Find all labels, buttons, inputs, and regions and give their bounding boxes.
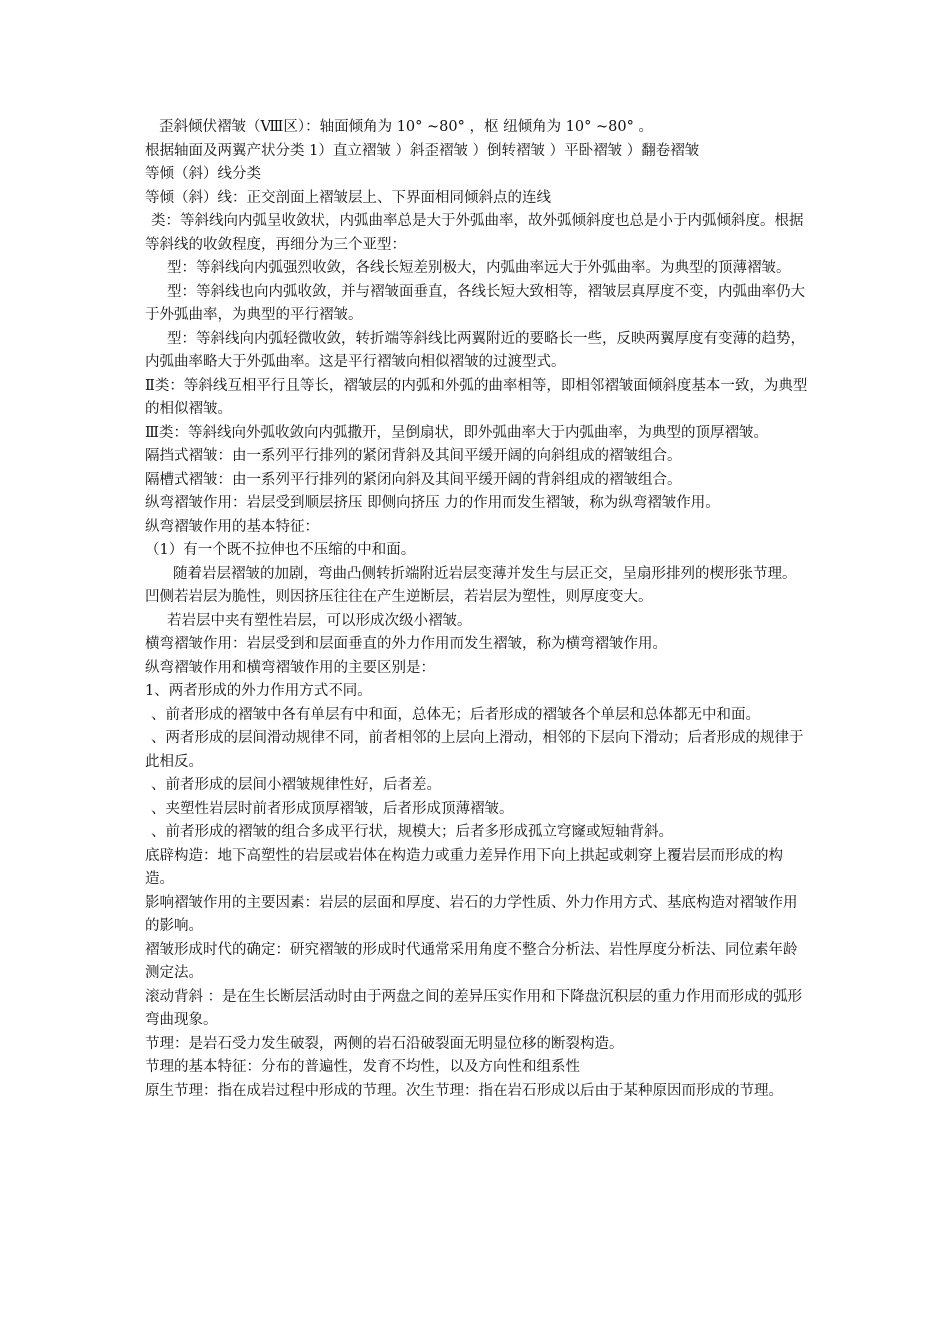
paragraph-diapir: 底辟构造：地下高塑性的岩层或岩体在构造力或重力差异作用下向上拱起或刺穿上覆岩层而形成的构造。: [145, 847, 783, 887]
paragraph-bending: 横弯褶皱作用：岩层受到和层面垂直的外力作用而发生褶皱，称为横弯褶皱作用。: [145, 636, 667, 652]
paragraph-difference-5: 、夹塑性岩层时前者形成顶厚褶皱，后者形成顶薄褶皱。: [151, 800, 514, 817]
paragraph-trough-like-fold: 隔槽式褶皱：由一系列平行排列的紧闭向斜及其间平缓开阔的背斜组成的褶皱组合。: [145, 471, 682, 488]
paragraph-difference-2: 、前者形成的褶皱中各有单层有中和面，总体无；后者形成的褶皱各个单层和总体都无中和面。: [151, 706, 760, 723]
paragraph-rollover-anticline: 滚动背斜 ：是在生长断层活动时由于两盘之间的差异压实作用和下降盘沉积层的重力作用而形成的弧形弯曲现象。: [145, 988, 803, 1028]
paragraph-difference-1: 1、两者形成的外力作用方式不同。: [145, 683, 372, 699]
paragraph-classification-axial-plane: 根据轴面及两翼产状分类 1）直立褶皱 ）斜歪褶皱 ）倒转褶皱 ）平卧褶皱 ）翻卷褶皱: [145, 142, 700, 159]
paragraph-neutral-surface: （1）有一个既不拉伸也不压缩的中和面。: [145, 542, 416, 558]
paragraph-fan-joints: 随着岩层褶皱的加剧，弯曲凸侧转折端附近岩层变薄并发生与层正交，呈扇形排列的楔形张节理。凹侧若岩层为脆性，则因挤压往往在产生逆断层，若岩层为塑性，则厚度变大。: [145, 565, 797, 605]
paragraph-joint-features: 节理的基本特征：分布的普遍性，发育不均性，以及方向性和组系性: [145, 1059, 580, 1075]
paragraph-difference-6: 、前者形成的褶皱的组合多成平行状，规模大；后者多形成孤立穹窿或短轴背斜。: [151, 824, 673, 840]
paragraph-influencing-factors: 影响褶皱作用的主要因素：岩层的层面和厚度、岩石的力学性质、外力作用方式、基底构造对褶皱作用的影响。: [145, 894, 798, 934]
paragraph-dip-isogon-definition: 等倾（斜）线：正交剖面上褶皱层上、下界面相同倾斜点的连线: [145, 189, 551, 206]
paragraph-joint-definition: 节理：是岩石受力发生破裂，两侧的岩石沿破裂面无明显位移的断裂构造。: [145, 1035, 624, 1052]
paragraph-class-1a: 型：等斜线向内弧强烈收敛，各线长短差别极大，内弧曲率远大于外弧曲率。为典型的顶薄褶皱。: [167, 260, 791, 276]
paragraph-class-1c: 型：等斜线向内弧轻微收敛，转折端等斜线比两翼附近的要略长一些，反映两翼厚度有变薄的趋势，内弧曲率略大于外弧曲率。这是平行褶皱向相似褶皱的过渡型式。: [145, 330, 805, 370]
paragraph-differences-heading: 纵弯褶皱作用和横弯褶皱作用的主要区别是：: [145, 659, 435, 676]
paragraph-class-3: Ⅲ类：等斜线向外弧收敛向内弧撒开，呈倒扇状，即外弧曲率大于内弧曲率，为典型的顶厚褶皱。: [145, 424, 768, 441]
document-body: [145, 116, 810, 1103]
paragraph-secondary-folds: 若岩层中夹有塑性岩层，可以形成次级小褶皱。: [167, 612, 472, 629]
paragraph-difference-3: 、两者形成的层间滑动规律不同，前者相邻的上层向上滑动，相邻的下层向下滑动；后者形成的规律于此相反。: [145, 730, 804, 770]
paragraph-ejective-fold: 隔挡式褶皱：由一系列平行排列的紧闭背斜及其间平缓开阔的向斜组成的褶皱组合。: [145, 448, 682, 464]
paragraph-class-1b: 型：等斜线也向内弧收敛，并与褶皱面垂直，各线长短大致相等，褶皱层真厚度不变，内弧曲率仍大于外弧曲率，为典型的平行褶皱。: [145, 283, 805, 323]
paragraph-class-2: Ⅱ类：等斜线互相平行且等长，褶皱层的内弧和外弧的曲率相等，即相邻褶皱面倾斜度基本一致，为典型的相似褶皱。: [145, 377, 808, 417]
paragraph-dip-isogon-heading: 等倾（斜）线分类: [145, 166, 261, 182]
paragraph-oblique-plunging-fold: 歪斜倾伏褶皱（Ⅷ区）：轴面倾角为 10° ~80° ，枢 纽倾角为 10° ~80° 。: [159, 119, 653, 135]
paragraph-primary-secondary-joints: 原生节理：指在成岩过程中形成的节理。次生节理：指在岩石形成以后由于某种原因而形成的节理。: [145, 1082, 783, 1099]
paragraph-buckling-features-heading: 纵弯褶皱作用的基本特征：: [145, 518, 319, 535]
paragraph-class-1: 类：等斜线向内弧呈收敛状，内弧曲率总是大于外弧曲率，故外弧倾斜度也总是小于内弧倾斜度。根据等斜线的收敛程度，再细分为三个亚型：: [145, 213, 804, 253]
paragraph-buckling: 纵弯褶皱作用：岩层受到顺层挤压 即侧向挤压 力的作用而发生褶皱，称为纵弯褶皱作用。: [145, 495, 720, 511]
paragraph-difference-4: 、前者形成的层间小褶皱规律性好，后者差。: [151, 777, 441, 793]
paragraph-fold-age: 褶皱形成时代的确定：研究褶皱的形成时代通常采用角度不整合分析法、岩性厚度分析法、同位素年龄测定法。: [145, 941, 798, 981]
